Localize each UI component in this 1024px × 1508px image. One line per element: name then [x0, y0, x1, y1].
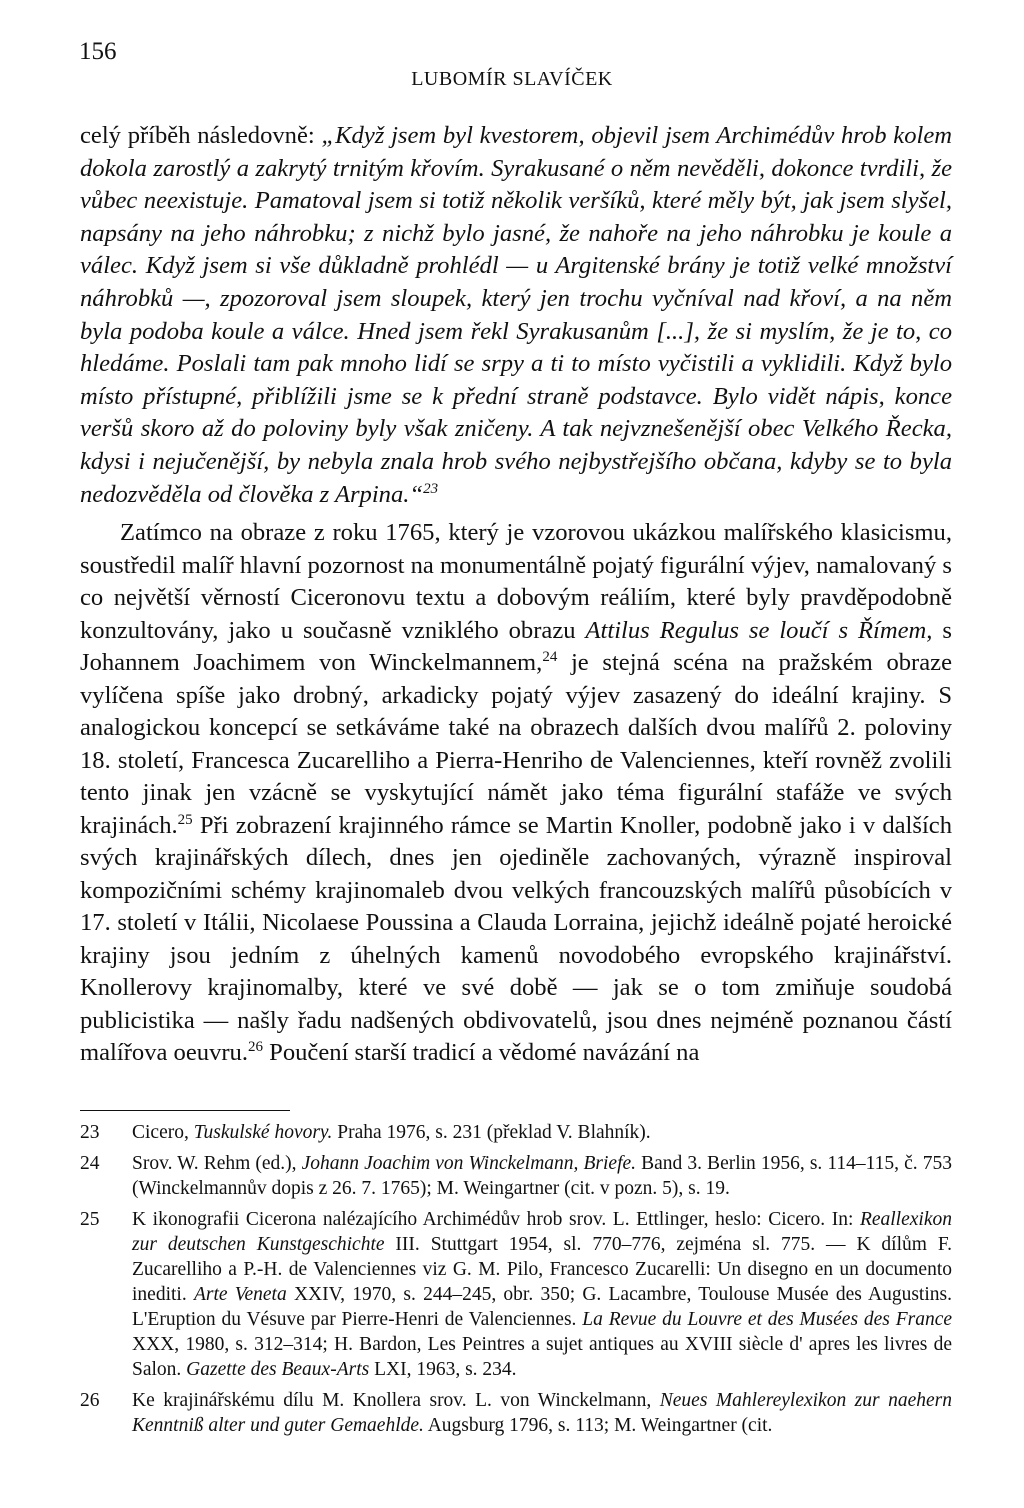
footnote-ref-25: 25	[177, 811, 193, 828]
page-number: 156	[79, 38, 117, 65]
footnote-ref-24: 24	[542, 649, 558, 665]
body-text-2: s Johannem Joachimem von Winckelmannem,	[80, 616, 952, 676]
footnote-number: 26	[80, 1390, 100, 1411]
body-text-3: je stejná scéna na pražském obraze vylíčena spíše jako drobný, arkadicky pojatý výjev zasazený do ideální krajiny. S analogickou koncepcí se setkáváme také na obrazech dalších dvou malířů 2. poloviny 18. století, Francesca Zucarelliho a Pierra-Henriho de Valenciennes, kteří rovněž zvolili tento jinak jen vzácně se vyskytující námět jako téma figurální stafáže ve svých krajinách.	[80, 649, 952, 839]
footnote-text: Cicero, Tuskulské hovory. Praha 1976, s. 231 (překlad V. Blahník).	[132, 1122, 651, 1143]
footnote-number: 23	[80, 1122, 100, 1143]
quote-lead: celý příběh následovně:	[80, 122, 322, 149]
footnote-text: Srov. W. Rehm (ed.), Johann Joachim von Winckelmann, Briefe. Band 3. Berlin 1956, s. 114–115, č. 753 (Winckelmannův dopis z 26. 7. 1765); M. Weingartner (cit. v pozn. 5), s. 19.	[132, 1153, 952, 1199]
footnote-25	[80, 1207, 952, 1382]
cicero-quote	[80, 120, 952, 511]
footnote-ref-26: 26	[248, 1039, 264, 1055]
body-text-1: Zatímco na obraze z roku 1765, který je vzorovou ukázkou malířského klasicismu, soustředil malíř hlavní pozornost na monumentálně pojatý figurální výjev, namalovaný s co největší věrností Ciceronovu textu a dobovým reáliím, které byly pravděpodobně konzultovány, jako u současně vzniklého obrazu	[80, 519, 952, 644]
body-text-4: Při zobrazení krajinného rámce se Martin Knoller, podobně jako i v dalších svých krajinářských dílech, dnes jen ojediněle zachovaných, výrazně inspiroval kompozičními schémy krajinomaleb dvou velkých francouzských malířů působících v 17. století v Itálii, Nicolaese Poussina a Clauda Lorraina, jejichž ideálně pojaté heroické krajiny jsou jedním z úhelných kamenů novodobého evropského krajinářství. Knollerovy krajinomalby, které ve své době — jak se o tom zmiňuje soudobá publicistika — našly řadu nadšených obdivovatelů, jsou dnes nejméně poznanou částí malířova oeuvru.	[80, 811, 952, 1066]
footnote-ref-23: 23	[423, 480, 439, 497]
footnote-26	[80, 1388, 952, 1438]
running-head: LUBOMÍR SLAVÍČEK	[411, 68, 613, 90]
body-text-5: Poučení starší tradicí a vědomé navázání na	[263, 1039, 700, 1066]
painting-title: Attilus Regulus se loučí s Římem,	[585, 616, 933, 644]
footnote-number: 25	[80, 1209, 100, 1230]
footnote-divider	[80, 1110, 290, 1111]
quote-text: „Když jsem byl kvestorem, objevil jsem Archimédův hrob kolem dokola zarostlý a zakrytý trnitým křovím. Syrakusané o něm nevěděli, dokonce tvrdili, že vůbec neexistuje. Pamatoval jsem si totiž několik veršíků, které měly být, jak jsem slyšel, napsány na jeho náhrobku; z nichž bylo jasné, že nahoře na jeho náhrobku je koule a válec. Když jsem si vše důkladně prohlédl — u Argitenské brány je totiž velké množství náhrobků —, zpozoroval jsem sloupek, který jen trochu vyčníval nad křoví, a na něm byla podoba koule a válce. Hned jsem řekl Syrakusanům [...], že si myslím, že je to, co hledáme. Poslali tam pak mnoho lidí se srpy a ti to místo vyčistili a vyklidili. Když bylo místo přístupné, přiblížili jsme se k přední straně podstavce. Bylo vidět nápis, konce veršů skoro až do poloviny byly však zničeny. A tak nejvznešenější obec Velkého Řecka, kdysi i nejučenější, by nebyla znala hrob svého nejbystřejšího občana, kdyby se to byla nedozvěděla od člověka z Arpina.“	[80, 122, 952, 508]
footnote-text: Ke krajinářskému dílu M. Knollera srov. L. von Winckelmann, Neues Mahlereylexikon zur naehern Kenntniß alter und guter Gemaehlde. Augsburg 1796, s. 113; M. Weingartner (cit.	[132, 1390, 952, 1436]
footnote-text: K ikonografii Cicerona nalézajícího Archimédův hrob srov. L. Ettlinger, heslo: Cicero. In: Reallexikon zur deutschen Kunstgeschichte III. Stuttgart 1954, sl. 770–776, zejména sl. 775. — K dílům F. Zucarelliho a P.-H. de Valenciennes viz G. M. Pilo, Francesco Zucarelli: Un disegno en un documento inediti. Arte Veneta XXIV, 1970, s. 244–245, obr. 350; G. Lacambre, Toulouse Musée des Augustins. L'Eruption du Vésuve par Pierre-Henri de Valenciennes. La Revue du Louvre et des Musées des France XXX, 1980, s. 312–314; H. Bardon, Les Peintres a sujet antiques au XVIII siècle d' apres les livres de Salon. Gazette des Beaux-Arts LXI, 1963, s. 234.	[132, 1209, 953, 1380]
footnotes	[80, 1120, 952, 1444]
body-paragraph	[80, 517, 952, 1070]
footnote-23	[80, 1120, 952, 1145]
footnote-number: 24	[80, 1153, 100, 1174]
footnote-24	[80, 1151, 952, 1201]
